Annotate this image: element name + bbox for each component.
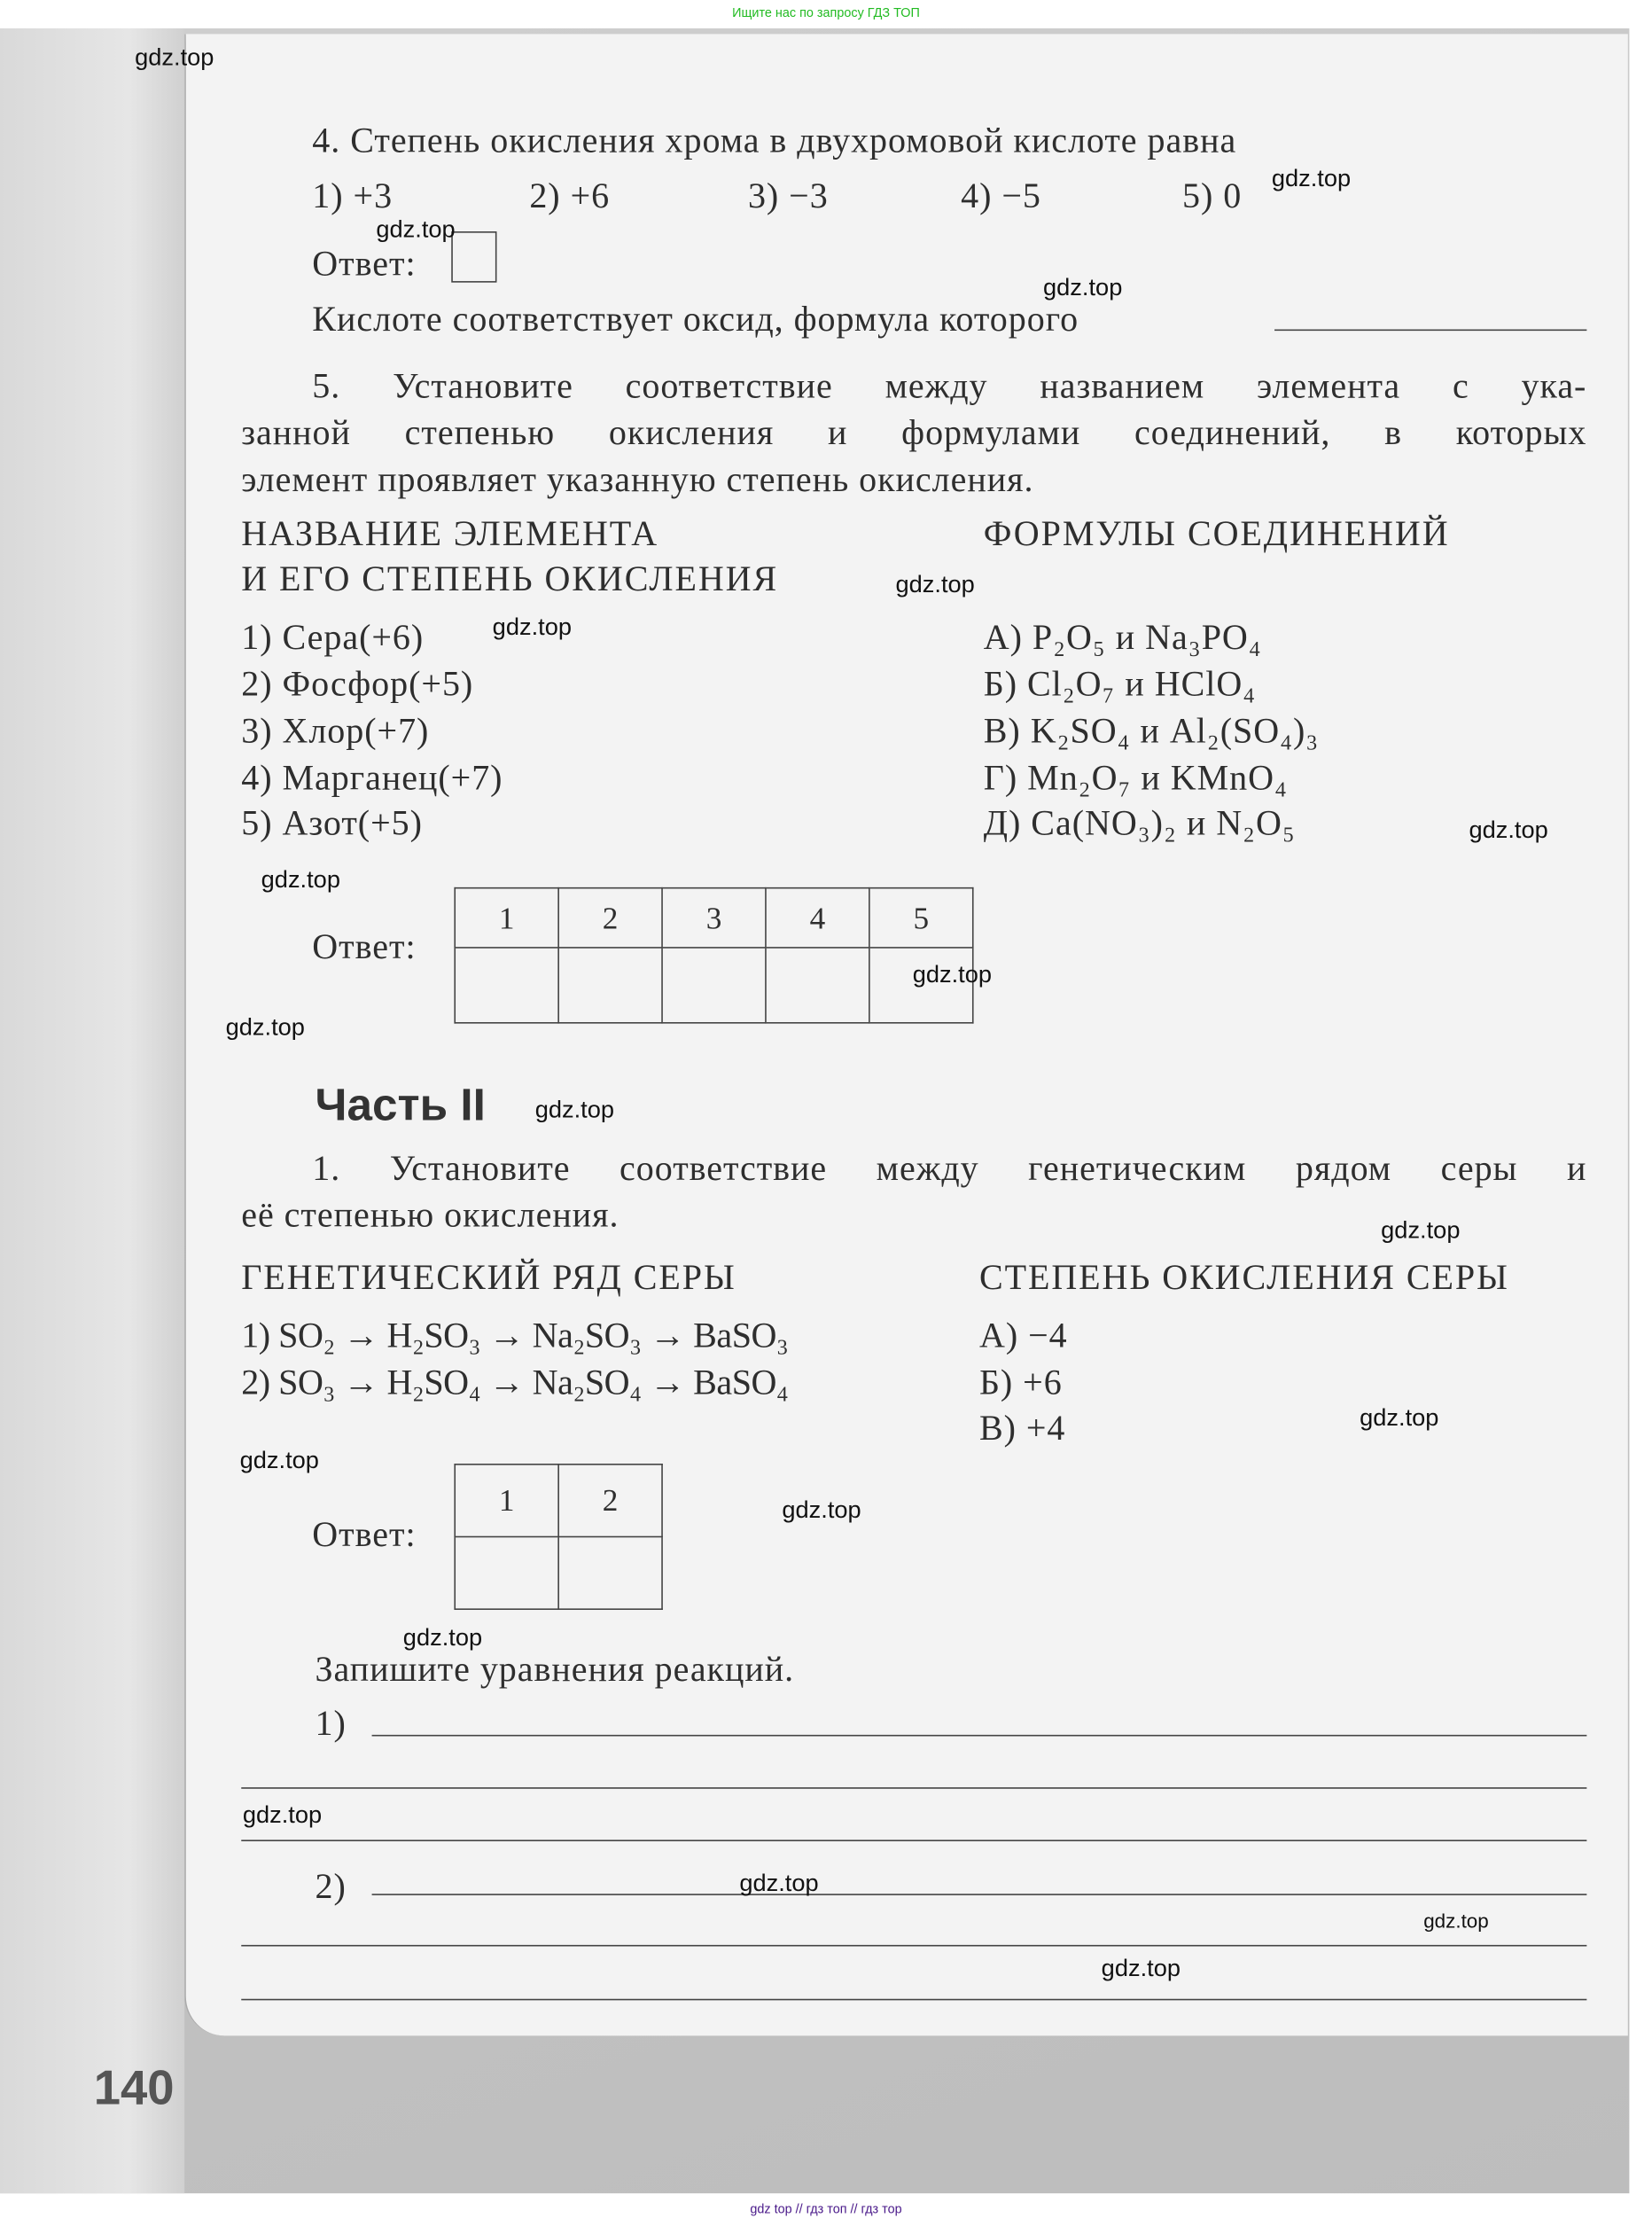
watermark: gdz.top [739, 1870, 819, 1897]
watermark: gdz.top [261, 865, 340, 894]
p2-q1-right-item: Б) +6 [978, 1363, 1063, 1403]
equation-line[interactable] [241, 1945, 1586, 1947]
q5-left-item: 4) Марганец(+7) [241, 759, 503, 798]
watermark: gdz.top [402, 1624, 483, 1652]
watermark: gdz.top [1469, 816, 1548, 844]
equation-line[interactable] [241, 1999, 1586, 2001]
watermark: gdz.top [225, 1013, 305, 1041]
equation-line[interactable] [372, 1735, 1587, 1737]
watermark: gdz.top [376, 215, 456, 243]
q5-col-header: 4 [766, 888, 869, 948]
watermark: gdz.top [492, 613, 572, 641]
q4-answer-label: Ответ: [312, 246, 417, 285]
equation-line[interactable] [241, 1787, 1586, 1789]
p2-q1-left-item: 1) SO₂ → H₂SO₃ → Na₂SO₃ → BaSO₃ [241, 1317, 789, 1356]
p2-q1-col-header: 1 [455, 1464, 558, 1537]
q4-answer-box[interactable] [451, 231, 496, 283]
p2-q1-answer-cell[interactable] [558, 1537, 662, 1610]
equation-line[interactable] [241, 1839, 1586, 1841]
watermark: gdz.top [242, 1801, 323, 1829]
q5-right-item: В) K₂SO₄ и Al₂(SO₄)₃ [983, 712, 1320, 752]
watermark: gdz.top [1271, 164, 1352, 192]
p2-q1-right-header: СТЕПЕНЬ ОКИСЛЕНИЯ СЕРЫ [978, 1259, 1509, 1298]
watermark: gdz.top [895, 570, 975, 598]
q4-oxide-answer-line[interactable] [1274, 330, 1586, 332]
page-gutter [0, 28, 184, 2193]
p2-q1-text-line-1: 1. Установите соответствие между генетическим рядом серы и [312, 1150, 1587, 1189]
q5-col-header: 1 [455, 888, 558, 948]
q5-left-item: 2) Фосфор(+5) [241, 666, 474, 705]
equation-line[interactable] [372, 1894, 1587, 1895]
q5-left-item: 3) Хлор(+7) [241, 712, 430, 752]
q4-option-5: 5) 0 [1181, 177, 1243, 216]
q5-answer-table [454, 887, 973, 1024]
p2-q1-right-item: А) −4 [978, 1317, 1068, 1356]
p2-q1-col-header: 2 [558, 1464, 662, 1537]
p2-q1-text-line-2: её степенью окисления. [241, 1196, 620, 1236]
watermark: gdz.top [1423, 1909, 1489, 1933]
q5-text-line-1: 5. Установите соответствие между названием элемента с ука- [312, 367, 1587, 407]
q5-answer-cell[interactable] [662, 948, 766, 1023]
q5-left-item: 1) Сера(+6) [241, 619, 425, 658]
watermark: gdz.top [912, 961, 993, 988]
q5-left-header-1: НАЗВАНИЕ ЭЛЕМЕНТА [241, 515, 659, 554]
watermark: gdz.top [1043, 274, 1123, 301]
q5-right-item: А) P₂O₅ и Na₃PO₄ [983, 619, 1262, 658]
watermark: gdz.top [1360, 1403, 1439, 1432]
equations-prompt: Запишите уравнения реакций. [315, 1651, 795, 1690]
q5-left-item: 5) Азот(+5) [241, 804, 423, 844]
q5-text-line-3: элемент проявляет указанную степень окисления. [241, 461, 1034, 500]
equation-label-2: 2) [315, 1868, 347, 1907]
q5-col-header: 2 [558, 888, 662, 948]
q5-right-header: ФОРМУЛЫ СОЕДИНЕНИЙ [983, 515, 1450, 554]
p2-q1-left-header: ГЕНЕТИЧЕСКИЙ РЯД СЕРЫ [241, 1259, 736, 1298]
q5-col-header: 3 [662, 888, 766, 948]
bottom-banner: gdz top // гдз топ // гдз тор [750, 2201, 902, 2216]
q5-text-line-2: занной степенью окисления и формулами соединений, в которых [241, 414, 1587, 453]
q5-answer-cell[interactable] [558, 948, 662, 1023]
page-number: 140 [93, 2061, 175, 2116]
q5-col-header: 5 [869, 888, 973, 948]
q5-right-item: Г) Mn₂O₇ и KMnO₄ [983, 759, 1288, 798]
q4-option-2: 2) +6 [529, 177, 611, 216]
watermark: gdz.top [239, 1446, 319, 1474]
q5-right-item: Б) Cl₂O₇ и HClO₄ [983, 666, 1257, 705]
q5-right-item: Д) Ca(NO₃)₂ и N₂O₅ [983, 804, 1296, 844]
q5-answer-cell[interactable] [766, 948, 869, 1023]
q4-question: 4. Степень окисления хрома в двухромовой кислоте равна [312, 121, 1237, 160]
q4-option-3: 3) −3 [747, 177, 829, 216]
watermark: gdz.top [534, 1096, 615, 1123]
q4-option-1: 1) +3 [312, 177, 394, 216]
watermark: gdz.top [782, 1496, 861, 1524]
p2-q1-answer-label: Ответ: [312, 1516, 417, 1555]
q5-answer-label: Ответ: [312, 928, 417, 967]
p2-q1-answer-table [454, 1464, 662, 1610]
equation-label-1: 1) [315, 1705, 347, 1744]
q4-followup: Кислоте соответствует оксид, формула которого [312, 301, 1079, 340]
q5-left-header-2: И ЕГО СТЕПЕНЬ ОКИСЛЕНИЯ [241, 560, 779, 599]
watermark: gdz.top [1381, 1216, 1461, 1244]
watermark: gdz.top [1101, 1955, 1181, 1982]
top-banner: Ищите нас по запросу ГДЗ ТОП [732, 5, 920, 20]
part-2-title: Часть II [315, 1079, 486, 1130]
p2-q1-answer-cell[interactable] [455, 1537, 558, 1610]
watermark: gdz.top [135, 43, 214, 72]
q5-answer-cell[interactable] [455, 948, 558, 1023]
p2-q1-left-item: 2) SO₃ → H₂SO₄ → Na₂SO₄ → BaSO₄ [241, 1363, 789, 1403]
p2-q1-right-item: В) +4 [978, 1410, 1066, 1449]
q4-option-4: 4) −5 [961, 177, 1041, 216]
